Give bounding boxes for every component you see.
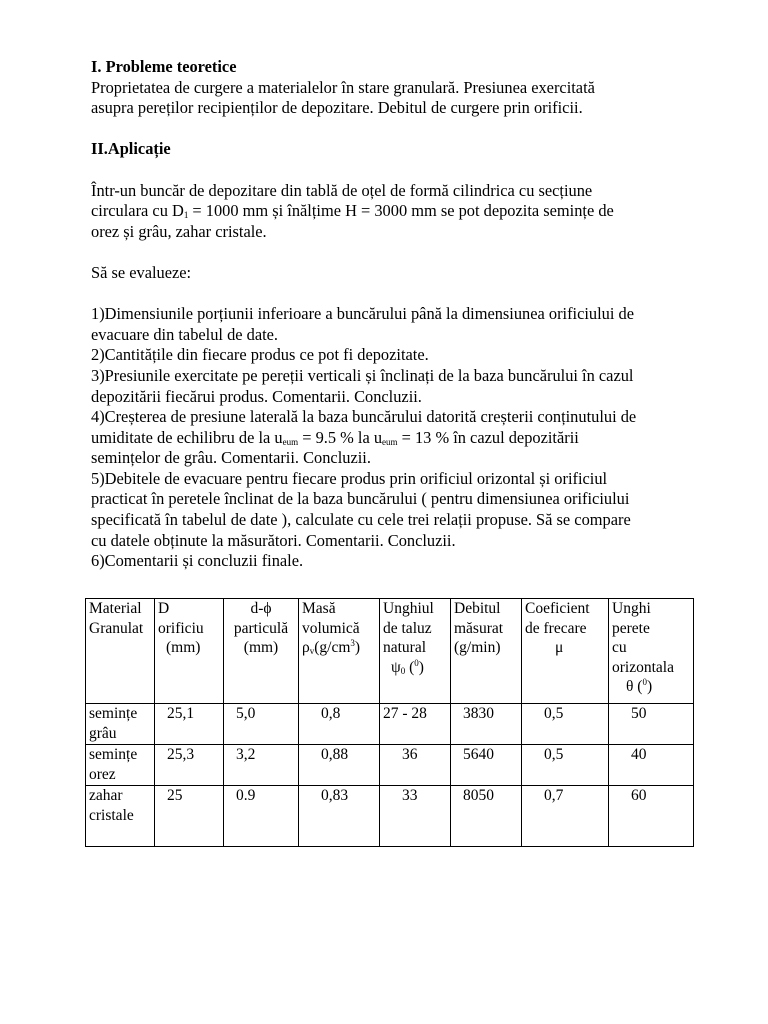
cell-unghiul: 36 <box>380 745 451 786</box>
task-line: depozitării fiecărui produs. Comentarii. Concluzii. <box>91 386 422 406</box>
section1-line: asupra pereților recipienților de depozitare. Debitul de curgere prin orificii. <box>91 98 583 118</box>
evaluate-line: Să se evalueze: <box>91 262 192 282</box>
header-d: D orificiu (mm) <box>155 599 224 704</box>
cell-masa: 0,83 <box>299 786 380 847</box>
cell-d: 25 <box>155 786 224 847</box>
task-line: specificată în tabelul de date ), calculate cu cele trei relații propuse. Să se compare <box>91 510 631 530</box>
cell-masa: 0,8 <box>299 704 380 745</box>
header-debit: Debitul măsurat (g/min) <box>451 599 522 704</box>
data-table <box>85 598 694 847</box>
task-line: practicat în peretele înclinat de la baza buncărului ( pentru dimensiunea orificiului <box>91 489 630 509</box>
cell-d: 25,3 <box>155 745 224 786</box>
task-line: umiditate de echilibru de la $u_{eum} = 9.5$ % la $u_{eum} = 13$ % în cazul depozitării <box>91 427 579 447</box>
section1-heading: I. Probleme teoretice <box>91 57 237 76</box>
cell-dphi: 0.9 <box>224 786 299 847</box>
task-line: semințelor de grâu. Comentarii. Concluzii. <box>91 448 371 468</box>
cell-material: zahar cristale <box>86 786 155 847</box>
intro-line: orez și grâu, zahar cristale. <box>91 221 267 241</box>
section1-line: Proprietatea de curgere a materialelor în stare granulară. Presiunea exercitată <box>91 77 595 97</box>
header-material: Material Granulat <box>86 599 155 704</box>
cell-d: 25,1 <box>155 704 224 745</box>
cell-unghiul: 33 <box>380 786 451 847</box>
cell-coef: 0,5 <box>522 745 609 786</box>
cell-unghiul: 27 - 28 <box>380 704 451 745</box>
document-text <box>91 57 731 572</box>
header-coef: Coeficient de frecare μ <box>522 599 609 704</box>
cell-dphi: 3,2 <box>224 745 299 786</box>
header-masa: Masă volumică $\rho_v(g/cm^3)$ <box>299 599 380 704</box>
cell-material: semințe orez <box>86 745 155 786</box>
table-row <box>86 786 694 847</box>
task-line: cu datele obținute la măsurători. Comentarii. Concluzii. <box>91 530 456 550</box>
task-line: 4)Creșterea de presiune laterală la baza buncărului datorită creșterii conținutului de <box>91 407 637 427</box>
cell-coef: 0,5 <box>522 704 609 745</box>
intro-line: circulara cu $D_1 = 1000$ mm și înălțime H = 3000 mm se pot depozita semințe de <box>91 201 614 221</box>
cell-dphi: 5,0 <box>224 704 299 745</box>
table-row <box>86 745 694 786</box>
section2-heading: II.Aplicație <box>91 139 171 159</box>
task-line: 2)Cantitățile din fiecare produs ce pot fi depozitate. <box>91 345 429 365</box>
intro-line: Într-un buncăr de depozitare din tablă de oțel de formă cilindrica cu secțiune <box>91 180 593 200</box>
cell-unghi: 50 <box>609 704 694 745</box>
cell-unghi: 40 <box>609 745 694 786</box>
cell-debit: 5640 <box>451 745 522 786</box>
header-dphi: d-ϕ particulă (mm) <box>224 599 299 704</box>
task-line: 1)Dimensiunile porțiunii inferioare a buncărului până la dimensiunea orificiului de <box>91 304 634 324</box>
cell-material: semințe grâu <box>86 704 155 745</box>
table-row <box>86 704 694 745</box>
task-line: 5)Debitele de evacuare pentru fiecare produs prin orificiul orizontal și orificiul <box>91 468 608 488</box>
cell-unghi: 60 <box>609 786 694 847</box>
task-line: 6)Comentarii și concluzii finale. <box>91 551 304 571</box>
header-unghi: Unghi perete cu orizontala θ ($^0$) <box>609 599 694 704</box>
task-line: evacuare din tabelul de date. <box>91 324 279 344</box>
task-line: 3)Presiunile exercitate pe pereții verticali și înclinați de la baza buncărului în cazul <box>91 365 634 385</box>
cell-debit: 3830 <box>451 704 522 745</box>
header-unghiul: Unghiul de taluz natural $\psi_0$ ($^0$) <box>380 599 451 704</box>
cell-debit: 8050 <box>451 786 522 847</box>
cell-coef: 0,7 <box>522 786 609 847</box>
cell-masa: 0,88 <box>299 745 380 786</box>
table-header-row <box>86 599 694 704</box>
